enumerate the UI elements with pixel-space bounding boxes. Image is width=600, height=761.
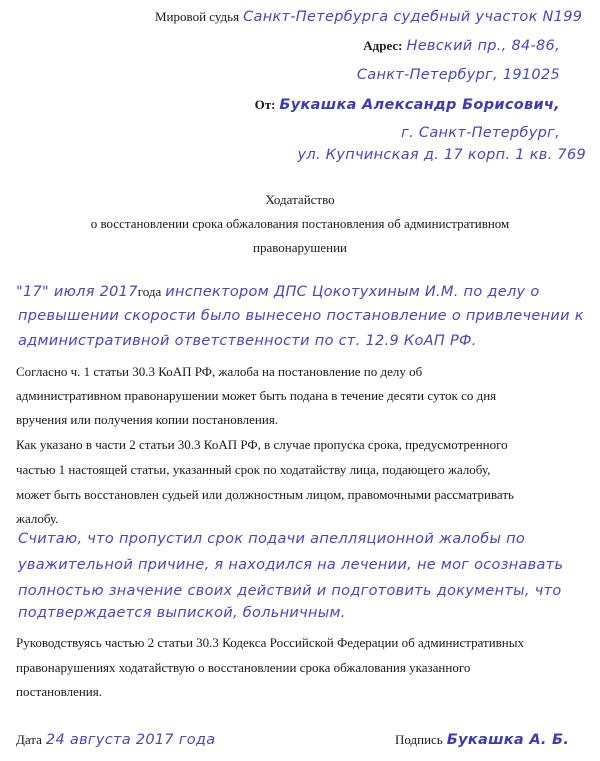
para2-line-1: Как указано в части 2 статьи 30.3 КоАП РФ, в случае пропуска срока, предусмотренного bbox=[16, 437, 508, 452]
intro-line-1 bbox=[16, 283, 540, 301]
para2-line-4: жалобу. bbox=[16, 511, 59, 526]
address-line-2 bbox=[357, 66, 560, 84]
from-street-line bbox=[297, 146, 586, 164]
intro-rest: инспектором ДПС Цокотухиным И.М. по делу о bbox=[165, 284, 540, 300]
from-name: Букашка Александр Борисович, bbox=[279, 97, 560, 113]
judge-value: Санкт-Петербурга судебный участок N199 bbox=[243, 9, 583, 25]
from-city: г. Санкт-Петербург, bbox=[401, 125, 560, 141]
judge-label: Мировой судья bbox=[155, 9, 240, 24]
from-street: ул. Купчинская д. 17 корп. 1 кв. 769 bbox=[297, 147, 586, 163]
address-line-1 bbox=[363, 37, 560, 55]
address-value-2: Санкт-Петербург, 191025 bbox=[356, 67, 560, 83]
reason-line-4: подтверждается выпиской, больничным. bbox=[18, 605, 346, 621]
from-label: От: bbox=[254, 97, 276, 112]
signature-label: Подпись bbox=[395, 732, 443, 747]
para1-line-3: вручения или получения копии постановления. bbox=[16, 412, 279, 427]
document-subtitle-line-1: о восстановлении срока обжалования постановления об административном bbox=[90, 216, 510, 231]
date-label: Дата bbox=[16, 732, 42, 747]
from-line bbox=[255, 96, 560, 114]
document-subtitle-line-2: правонарушении bbox=[253, 240, 347, 255]
document-title: Ходатайство bbox=[265, 192, 335, 207]
reason-line-1: Считаю, что пропустил срок подачи апелляционной жалобы по bbox=[18, 531, 526, 547]
address-label: Адрес: bbox=[363, 38, 403, 53]
para3-line-2: правонарушениях ходатайствую о восстановлении срока обжалования указанного bbox=[16, 660, 471, 675]
para2-line-3: может быть восстановлен судьей или должностным лицом, правомочными рассматривать bbox=[16, 487, 514, 502]
para3-line-3: постановления. bbox=[16, 684, 102, 699]
reason-line-2: уважительной причине, я находился на лечении, не мог осознавать bbox=[18, 557, 564, 573]
judge-line bbox=[155, 8, 582, 26]
reason-line-3: полностью значение своих действий и подготовить документы, что bbox=[18, 583, 562, 599]
intro-line-3: административной ответственности по ст. 12.9 КоАП РФ. bbox=[18, 333, 477, 349]
signature-line bbox=[395, 731, 569, 749]
para2-line-2: частью 1 настоящей статьи, указанный срок по ходатайству лица, подающего жалобу, bbox=[16, 462, 491, 477]
intro-year-word: года bbox=[137, 284, 162, 299]
date-value: 24 августа 2017 года bbox=[45, 732, 216, 748]
address-value-1: Невский пр., 84-86, bbox=[406, 38, 560, 54]
intro-line-2: превышении скорости было вынесено постановление о привлечении к bbox=[18, 308, 584, 324]
para1-line-2: административном правонарушении может быть подана в течение десяти суток со дня bbox=[16, 388, 497, 403]
para3-line-1: Руководствуясь частью 2 статьи 30.3 Кодекса Российской Федерации об административных bbox=[16, 635, 524, 650]
date-line bbox=[16, 731, 215, 749]
intro-date: "17" июля 2017 bbox=[16, 284, 138, 300]
para1-line-1: Согласно ч. 1 статьи 30.3 КоАП РФ, жалоба на постановление по делу об bbox=[16, 364, 423, 379]
signature-value: Букашка А. Б. bbox=[446, 732, 570, 748]
from-city-line bbox=[401, 124, 560, 142]
